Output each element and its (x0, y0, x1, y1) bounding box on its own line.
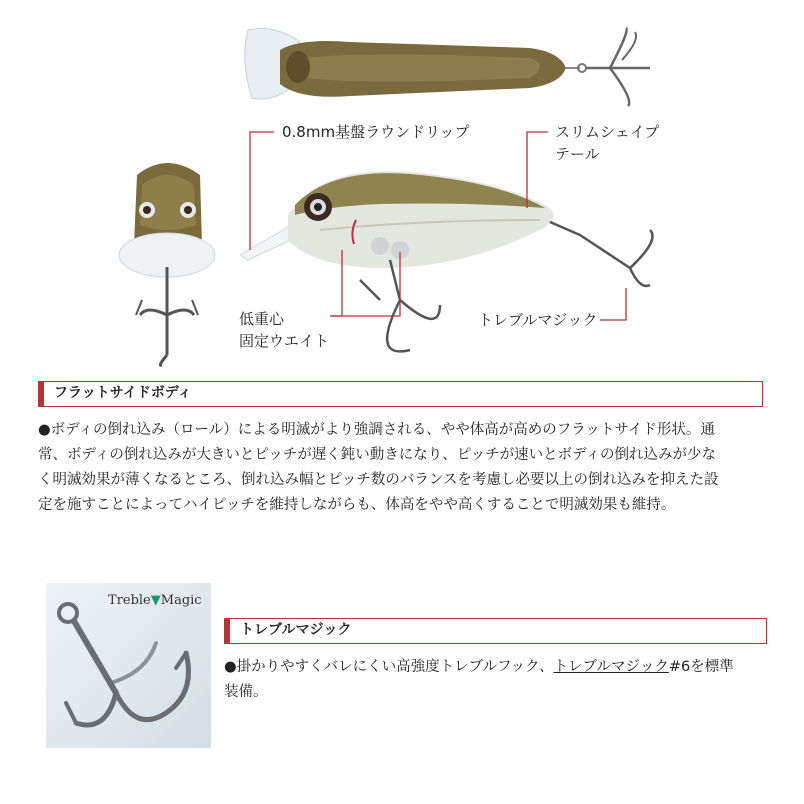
treble-magic-image (46, 583, 211, 748)
treble-description (224, 655, 769, 705)
treble-text-after: #6を標準 (668, 659, 734, 675)
treble-line-1 (224, 655, 769, 680)
flatside-line-2: 常、ボディの倒れ込みが大きいとピッチが遅く鈍い動きになり、ピッチが速いとボディの倒れ込みが少な (38, 447, 717, 463)
callout-lip: 0.8mm基盤ラウンドリップ (282, 123, 470, 141)
callout-lines (0, 0, 804, 380)
flatside-line-1-text: ボディの倒れ込み（ロール）による明滅がより強調される、やや体高が高めのフラットサイド形状。通 (50, 422, 715, 438)
bullet-icon: ● (38, 422, 51, 438)
flatside-heading-text: フラットサイドボディ (54, 385, 192, 401)
treble-line-2: 装備。 (224, 684, 268, 700)
flatside-line-1 (38, 418, 773, 443)
callout-hook: トレブルマジック (478, 311, 598, 329)
callout-tail (555, 121, 659, 165)
treble-heading (224, 618, 767, 644)
callout-weight-line1: 低重心 (239, 310, 285, 328)
treble-heading-text: トレブルマジック (240, 622, 352, 638)
flatside-description (38, 418, 773, 518)
callout-tail-line2: テール (555, 145, 600, 163)
treble-hook-icon (46, 583, 211, 748)
callout-weight (239, 308, 329, 352)
callout-tail-line1: スリムシェイプ (555, 123, 660, 141)
treble-text-before: 掛かりやすくバレにくい高強度トレブルフック、 (236, 659, 554, 675)
logo-v-mark-icon: ▼ (150, 593, 161, 608)
logo-magic: Magic (160, 593, 202, 608)
treble-magic-link[interactable]: トレブルマジック (553, 659, 669, 675)
flatside-line-4: 定を施すことによってハイピッチを維持しながらも、体高をやや高くすることで明滅効果も維持。 (38, 497, 676, 513)
flatside-heading (38, 381, 763, 407)
callout-weight-line2: 固定ウエイト (239, 332, 330, 350)
bullet-icon: ● (224, 659, 237, 675)
logo-treble: Treble (108, 593, 151, 608)
flatside-line-3: く明滅効果が薄くなるところ、倒れ込み幅とピッチ数のバランスを考慮し必要以上の倒れ込みを抑えた設 (38, 472, 719, 488)
